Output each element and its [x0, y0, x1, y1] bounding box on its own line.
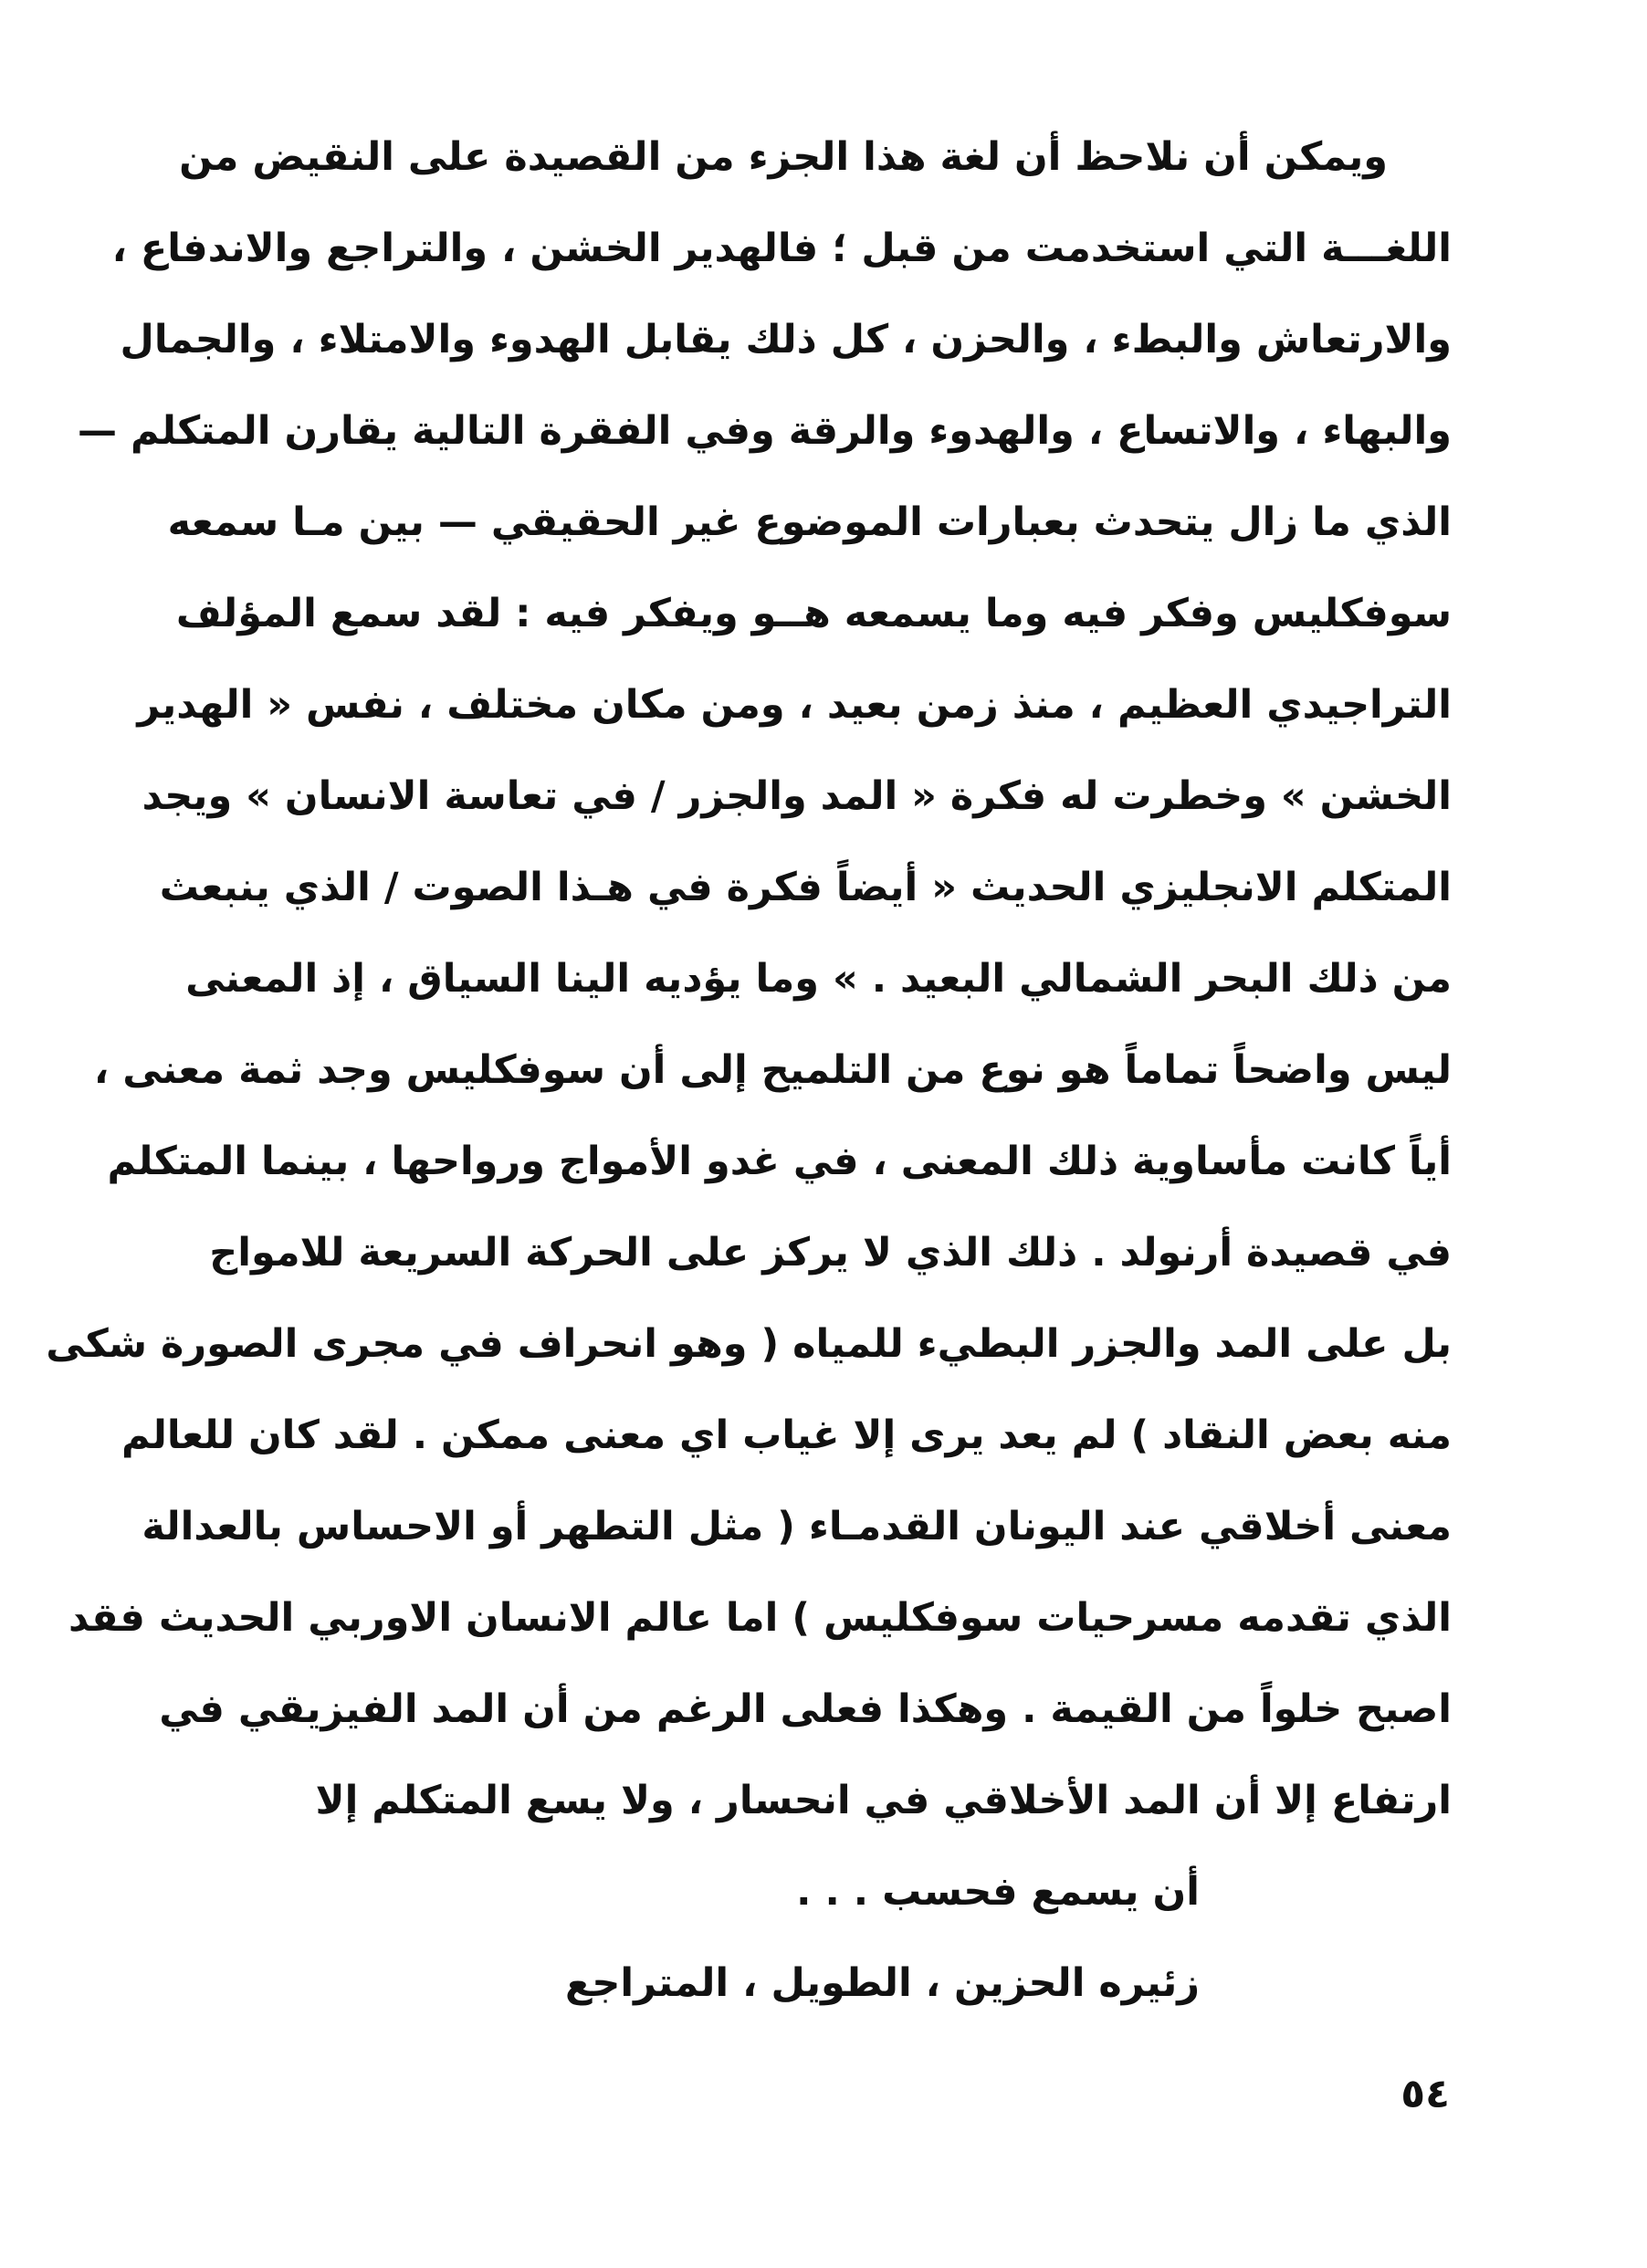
text-line: بل على المد والجزر البطيء للمياه ( وهو انحراف في مجرى الصورة شكى	[46, 1321, 1452, 1367]
text-line: المتكلم الانجليزي الحديث « أيضاً فكرة في هـذا الصوت / الذي ينبعث	[159, 865, 1452, 910]
text-line: معنى أخلاقي عند اليونان القدمـاء ( مثل التطهر أو الاحساس بالعدالة	[142, 1504, 1452, 1549]
text-line: ويمكن أن نلاحظ أن لغة هذا الجزء من القصيدة على النقيض من	[179, 134, 1388, 180]
text-line: اللغـــة التي استخدمت من قبل ؛ فالهدير الخشن ، والتراجع والاندفاع ،	[111, 226, 1452, 271]
text-line: والبهاء ، والاتساع ، والهدوء والرقة وفي الفقرة التالية يقارن المتكلم —	[78, 408, 1452, 454]
text-line: من ذلك البحر الشمالي البعيد . » وما يؤديه الينا السياق ، إذ المعنى	[185, 956, 1452, 1002]
text-line: اصبح خلواً من القيمة . وهكذا فعلى الرغم من أن المد الفيزيقي في	[159, 1686, 1452, 1732]
text-line: الذي ما زال يتحدث بعبارات الموضوع غير الحقيقي — بين مـا سمعه	[167, 499, 1452, 545]
text-line: منه بعض النقاد ) لم يعد يرى إلا غياب اي معنى ممكن . لقد كان للعالم	[121, 1412, 1452, 1458]
text-line: الذي تقدمه مسرحيات سوفكليس ) اما عالم الانسان الاوربي الحديث فقد	[68, 1595, 1452, 1641]
text-line: والارتعاش والبطء ، والحزن ، كل ذلك يقابل الهدوء والامتلاء ، والجمال	[120, 317, 1452, 362]
verse-line: زئيره الحزين ، الطويل ، المتراجع	[565, 1960, 1200, 2006]
text-line: الخشن » وخطرت له فكرة « المد والجزر / في تعاسة الانسان » ويجد	[142, 773, 1452, 819]
text-line: في قصيدة أرنولد . ذلك الذي لا يركز على الحركة السريعة للامواج	[209, 1230, 1452, 1276]
page-number: ٥٤	[1400, 2071, 1450, 2117]
body-paragraph	[46, 111, 1452, 1846]
text-line: ارتفاع إلا أن المد الأخلاقي في انحسار ، ولا يسع المتكلم إلا	[315, 1778, 1452, 1823]
text-line: أياً كانت مأساوية ذلك المعنى ، في غدو الأمواج ورواحها ، بينما المتكلم	[107, 1139, 1452, 1184]
text-line: التراجيدي العظيم ، منذ زمن بعيد ، ومن مكان مختلف ، نفس « الهدير	[137, 682, 1452, 728]
text-line: ليس واضحاً تماماً هو نوع من التلميح إلى أن سوفكليس وجد ثمة معنى ،	[93, 1047, 1452, 1093]
verse-line: أن يسمع فحسب . . .	[796, 1869, 1200, 1915]
text-line: سوفكليس وفكر فيه وما يسمعه هــو ويفكر فيه : لقد سمع المؤلف	[175, 591, 1452, 636]
